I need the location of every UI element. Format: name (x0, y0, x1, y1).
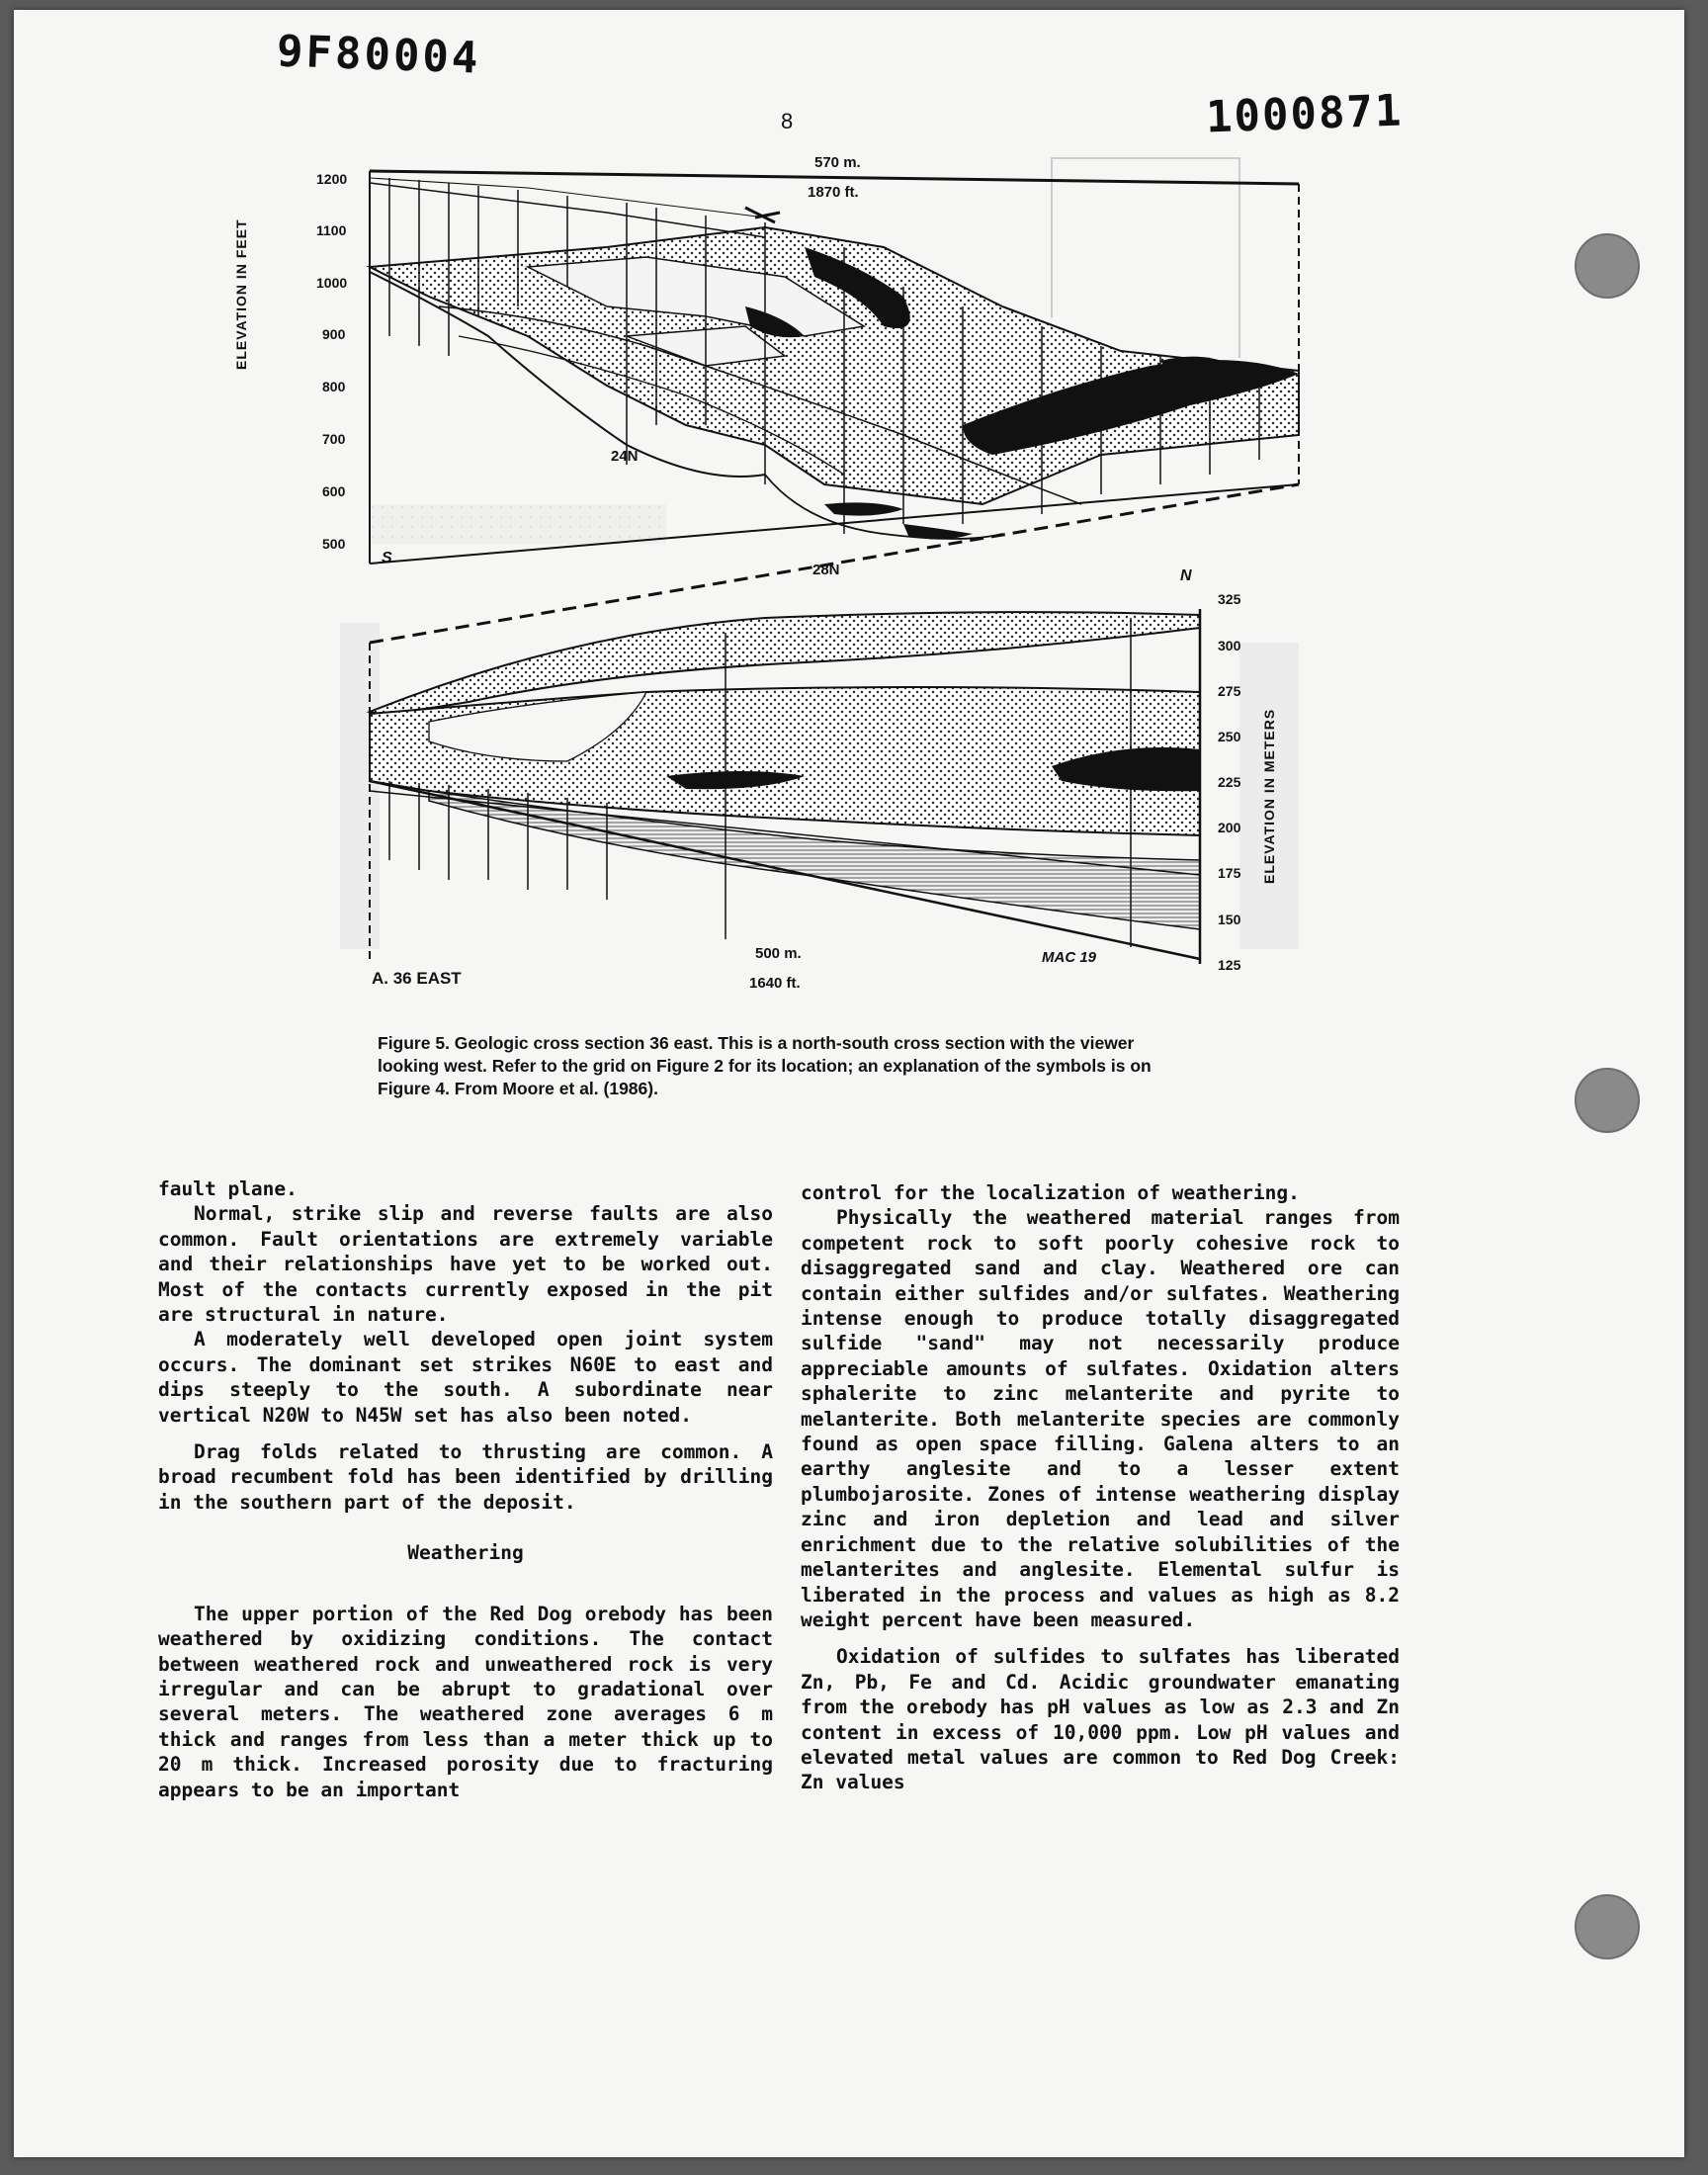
paragraph: The upper portion of the Red Dog orebody has been weathered by oxidizing conditions. The contact between weathered rock and unweathered rock is very irregular and can be abrupt to gradational over several meters. The weathered zone averages 6 m thick and ranges from less than a meter thick up to 20 m thick. Increased porosity due to fracturing appears to be an important (158, 1602, 773, 1801)
stamp-top-right: 1000871 (1205, 85, 1405, 143)
top-scale-meters: 570 m. (814, 154, 861, 171)
label-grid-28n: 28N (812, 562, 840, 578)
left-axis-tick: 800 (322, 379, 346, 394)
left-axis-tick: 1000 (316, 275, 348, 291)
left-axis-tick: 1100 (316, 222, 347, 238)
right-axis-tick: 300 (1218, 638, 1241, 653)
section-name: A. 36 EAST (372, 969, 462, 988)
paragraph: Physically the weathered material ranges from competent rock to soft poorly cohesive rock to disaggregated sand and clay. Weathered ore can contain either sulfides and/or sulfates. Weathering intense enough to produce totally disaggregated sulfide "sand" may not necessarily produce appreciable amounts of sulfates. Oxidation alters sphalerite to zinc melanterite and pyrite to melanterite. Both melanterite species are commonly found as open space filling. Galena alters to an earthy anglesite and to a lesser extent plumbojarosite. Zones of intense weathering display zinc and iron depletion and lead and silver enrichment due to the relative solubilities of the melanterites and anglesite. Elemental sulfur is liberated in the process and values as high as 8.2 weight percent have been measured. (801, 1206, 1400, 1631)
paragraph: fault plane. (158, 1177, 298, 1200)
binder-hole (1575, 1068, 1640, 1133)
label-north: N (1180, 567, 1192, 584)
bottom-scale-meters: 500 m. (755, 945, 802, 962)
right-axis-tick: 175 (1218, 865, 1241, 881)
left-axis-tick: 600 (322, 483, 346, 499)
left-column (158, 1176, 773, 1802)
paragraph: control for the localization of weathering. (801, 1181, 1300, 1204)
right-axis-tick: 150 (1218, 912, 1241, 927)
binder-hole (1575, 1894, 1640, 1959)
right-axis-tick: 250 (1218, 729, 1241, 744)
right-axis-title: ELEVATION IN METERS (1261, 708, 1277, 884)
right-axis-tick: 325 (1218, 591, 1241, 607)
paragraph: A moderately well developed open joint system occurs. The dominant set strikes N60E to east and dips steeply to the south. A subordinate near vertical N20W to N45W set has also been noted. (158, 1328, 773, 1427)
bottom-scale-feet: 1640 ft. (749, 975, 801, 992)
section-heading: Weathering (407, 1541, 524, 1565)
right-axis-tick: 200 (1218, 820, 1241, 835)
left-axis-tick: 700 (322, 431, 346, 447)
top-scale-feet: 1870 ft. (808, 184, 859, 201)
right-axis-tick: 275 (1218, 683, 1241, 699)
figure-cross-section (14, 10, 1684, 1018)
right-axis-tick: 225 (1218, 774, 1241, 790)
stamp-top-left: 9F80004 (276, 26, 482, 84)
paragraph: Normal, strike slip and reverse faults are also common. Fault orientations are extremely variable and their relationships have yet to be worked out. Most of the contacts currently exposed in the pit are structural in nature. (158, 1202, 773, 1327)
left-axis-tick: 900 (322, 326, 346, 342)
page-number: 8 (781, 109, 794, 133)
right-axis-tick: 125 (1218, 957, 1241, 973)
figure-caption: Figure 5. Geologic cross section 36 east. This is a north-south cross section with the viewer looking west. Refer to the grid on Figure 2 for its location; an explanation of the symbols is on Figure 4. From Moore et al. (1986). (378, 1033, 1152, 1098)
label-south: S (382, 550, 392, 566)
left-axis-tick: 1200 (316, 171, 348, 187)
left-axis-title: ELEVATION IN FEET (233, 218, 249, 370)
paragraph: Drag folds related to thrusting are common. A broad recumbent fold has been identified by drilling in the southern part of the deposit. (158, 1440, 773, 1514)
right-column (801, 1180, 1400, 1795)
document-page (14, 10, 1684, 2157)
label-drillhole: MAC 19 (1042, 949, 1097, 966)
paragraph: Oxidation of sulfides to sulfates has liberated Zn, Pb, Fe and Cd. Acidic groundwater emanating from the orebody has pH values as low as 2.3 and Zn content in excess of 10,000 ppm. Low pH values and elevated metal values are common to Red Dog Creek: Zn values (801, 1645, 1400, 1794)
left-axis-tick: 500 (322, 536, 346, 552)
label-grid-24n: 24N (611, 448, 639, 465)
